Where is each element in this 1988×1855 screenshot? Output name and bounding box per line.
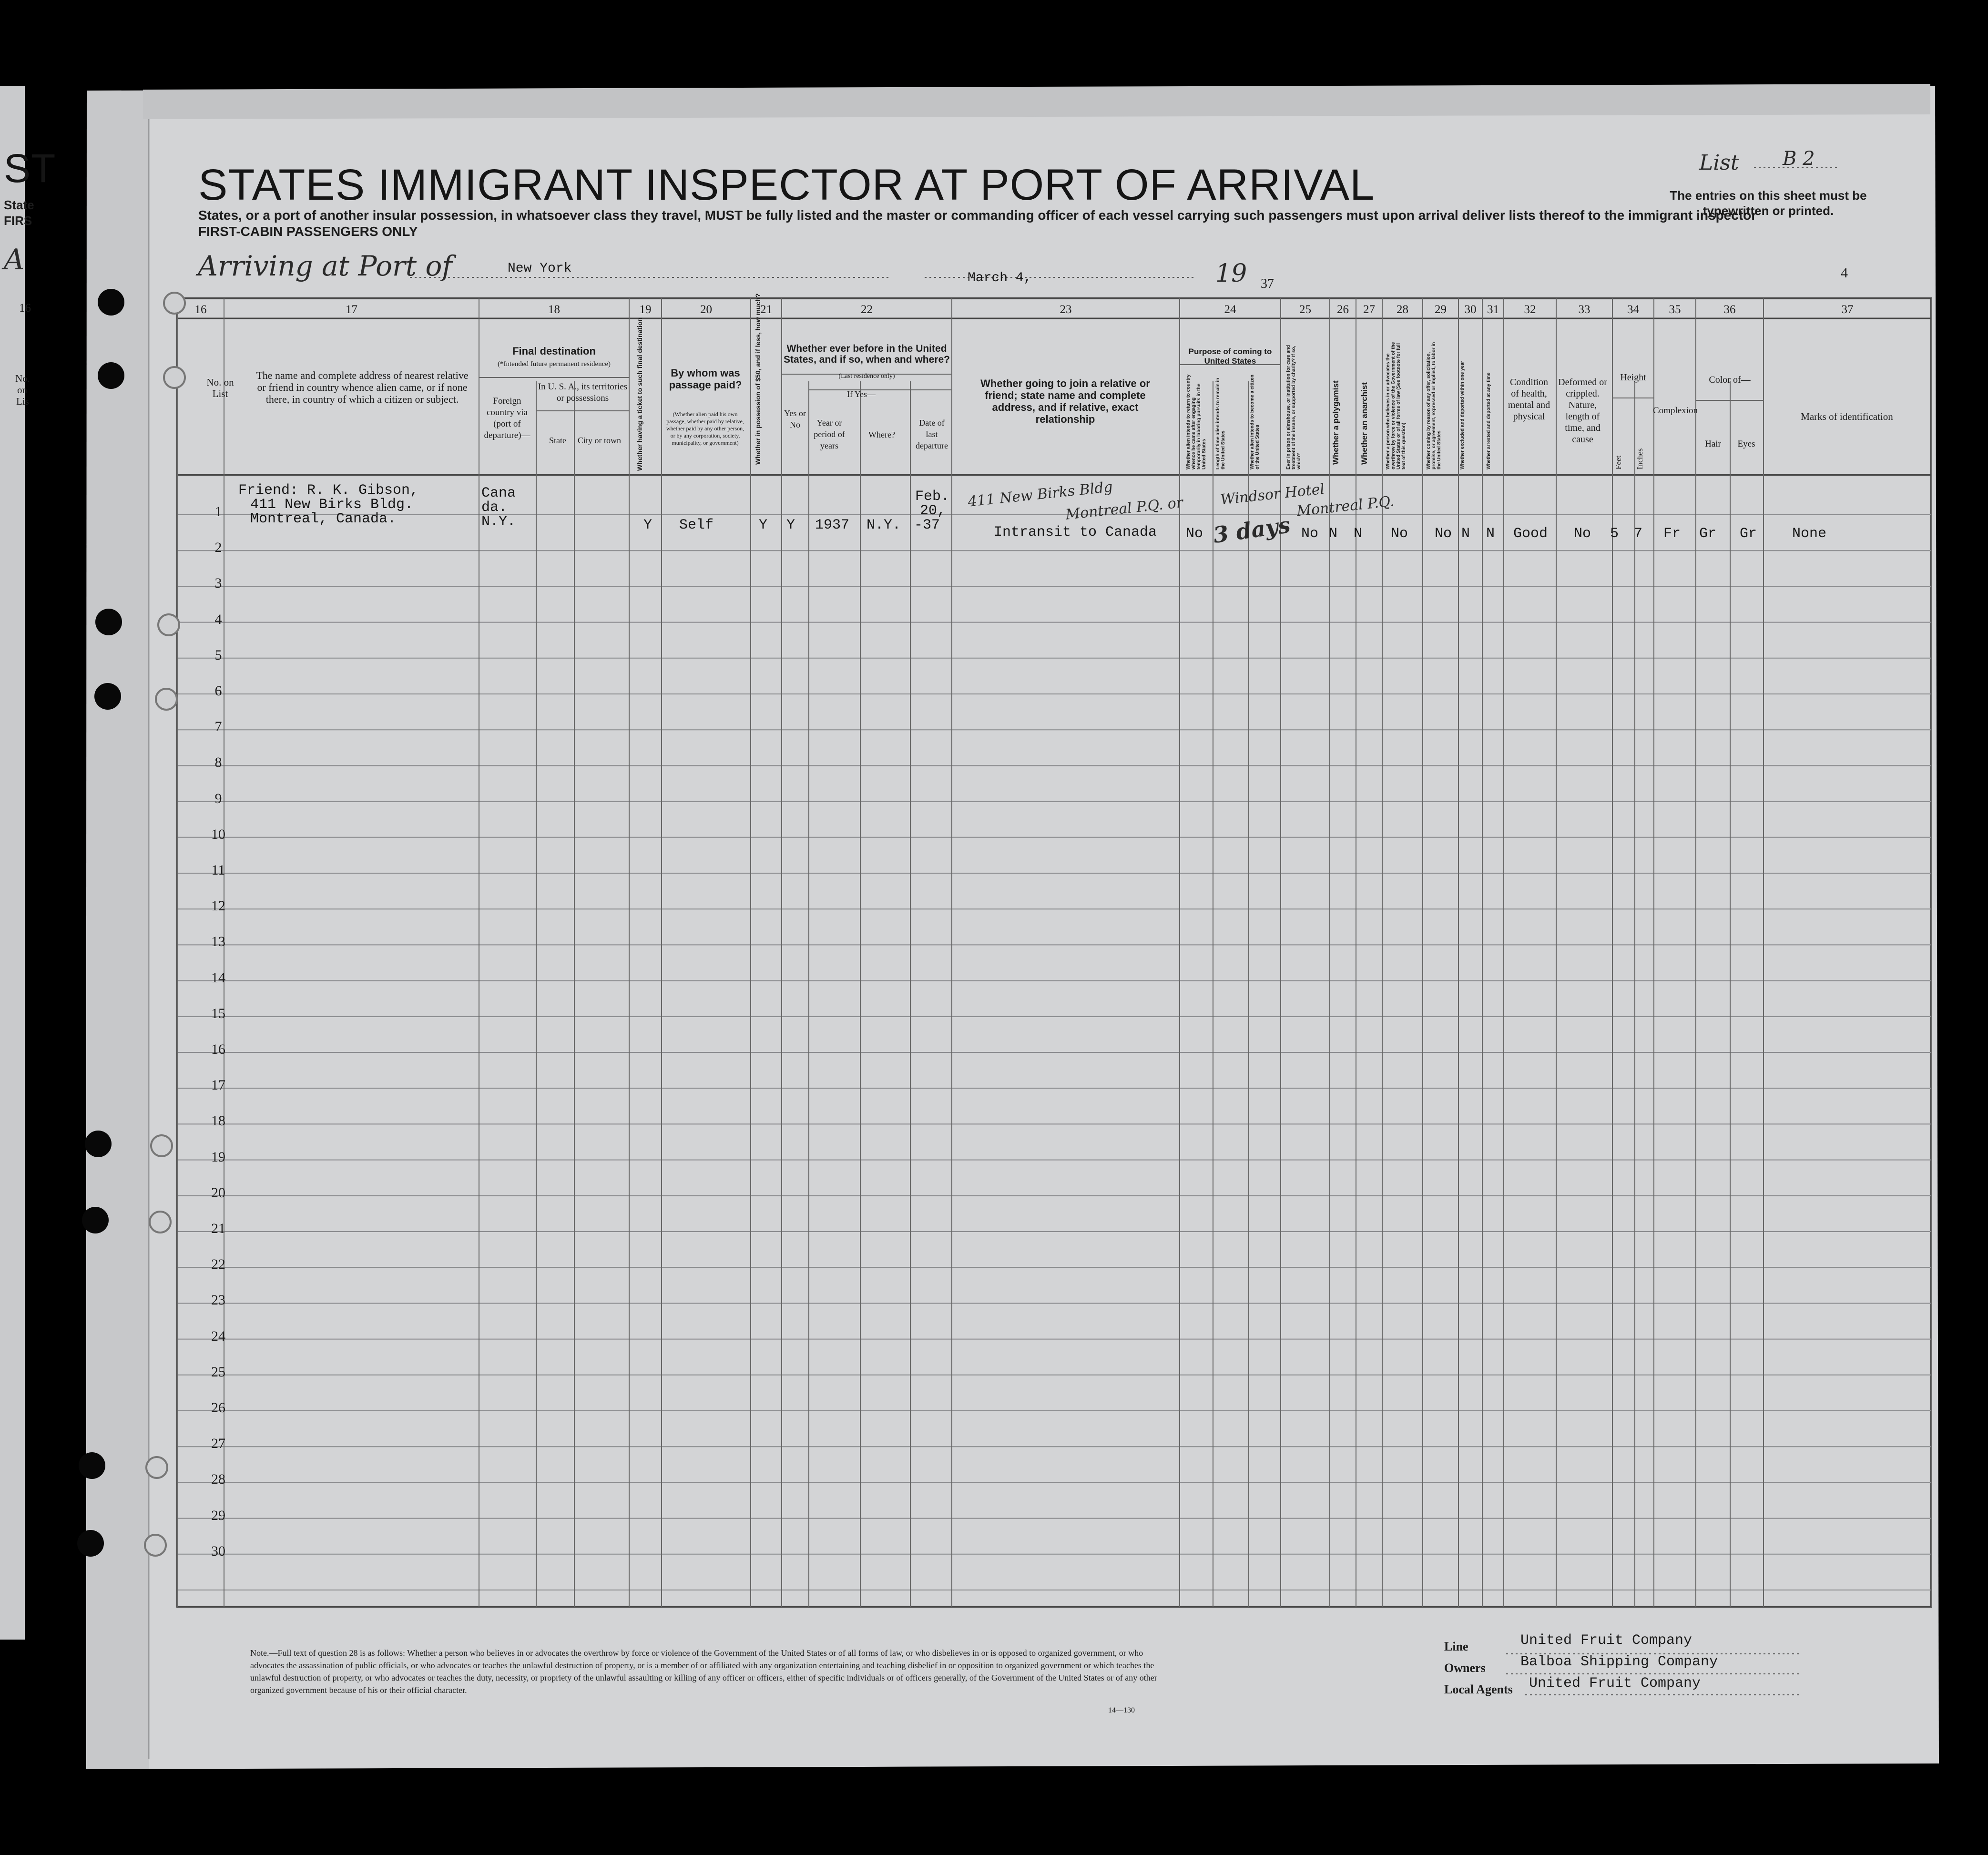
punch-hole: [163, 366, 186, 389]
header-purpose-length: Length of time alien intends to remain in the United States: [1215, 377, 1226, 469]
line-value: United Fruit Company: [1520, 1632, 1692, 1649]
entry-relative-address: Montreal, Canada.: [250, 511, 397, 527]
entry-last-departure: 20,: [920, 503, 946, 519]
column-number: 30: [1464, 303, 1477, 316]
row-number: 15: [211, 1005, 225, 1021]
entry-purpose-return: No: [1186, 526, 1203, 542]
left-fragment-line: State: [4, 198, 34, 212]
header-marks: Marks of identification: [1801, 411, 1893, 422]
column-number: 29: [1435, 303, 1447, 316]
header-purpose-return: Whether alien intends to return to country whence he came after engaging temporarily in laboring pursuits in the United States: [1186, 374, 1207, 469]
column-number: 16: [194, 303, 207, 316]
header-if-yes: If Yes—: [846, 389, 876, 399]
punch-hole: [98, 289, 124, 316]
row-number: 4: [214, 611, 222, 627]
entry-joining-handwritten: Windsor Hotel: [1219, 480, 1325, 509]
punch-hole: [98, 362, 124, 389]
left-fragment-label: Lis: [16, 396, 29, 407]
typewritten-instruction: The entries on this sheet must be typewritten or printed.: [1670, 188, 1867, 218]
entry-inches: 7: [1634, 526, 1643, 542]
subtitle-line: States, or a port of another insular possession, in whatsoever class they travel, MUST be fully listed and the master or commanding officer of each vessel carrying such passengers must upon arrival deliver lists thereof to the immigrant inspector: [198, 208, 1757, 223]
column-number: 18: [548, 303, 560, 316]
header-relative-address: The name and complete address of nearest relative or friend in country whence alien came, or if none there, in country of which a citizen or subject.: [256, 369, 469, 405]
entry-offer: No: [1435, 526, 1452, 542]
entry-complexion: Fr: [1663, 526, 1681, 542]
column-number: 21: [760, 303, 772, 316]
header-arrested: Whether arrested and deported at any time: [1486, 372, 1491, 469]
punch-hole: [95, 609, 122, 635]
entry-has-50: Y: [759, 517, 768, 533]
entry-last-departure: -37: [914, 517, 940, 533]
left-fragment-arriving: A: [4, 243, 25, 276]
header-complexion: Complexion: [1653, 406, 1698, 416]
punch-hole: [94, 683, 121, 710]
header-eyes: Eyes: [1737, 439, 1755, 449]
left-fragment-title: ST: [4, 146, 56, 191]
port-value: New York: [508, 261, 572, 276]
entry-excluded: N: [1461, 526, 1470, 542]
row-number: 19: [211, 1149, 225, 1165]
row-number: 27: [211, 1436, 225, 1452]
entry-anarchist: N: [1354, 526, 1363, 542]
entry-marks: None: [1792, 526, 1827, 542]
entry-arrested: N: [1486, 526, 1495, 542]
column-number: 32: [1524, 303, 1536, 316]
row-number: 11: [211, 862, 225, 878]
entry-feet: 5: [1610, 526, 1619, 542]
header-excluded: Whether excluded and deported within one year: [1460, 361, 1465, 469]
header-purpose-citizen: Whether alien intends to become a citizen of the United States: [1250, 375, 1260, 469]
header-possession-50: Whether in possession of $50, and if less, how much?: [754, 293, 762, 465]
column-number: 22: [861, 303, 873, 316]
punch-hole: [77, 1530, 104, 1557]
left-fragment-colnum: 16: [19, 302, 31, 315]
header-passage-paid: By whom was passage paid?: [669, 367, 742, 391]
row-number: 21: [211, 1221, 225, 1236]
entry-joining-handwritten: Montreal P.Q.: [1295, 493, 1395, 520]
date-value: March 4,: [968, 271, 1032, 285]
list-label: List: [1699, 151, 1739, 175]
entry-purpose-length: 3 days: [1212, 511, 1292, 549]
agents-label: Local Agents: [1444, 1682, 1513, 1696]
row-number: 14: [211, 969, 225, 986]
footnote-question-28: Note.—Full text of question 28 is as follows: Whether a person who believes in or advocates the overthrow by force or violence of the Government of the United States or of all forms of law, or who disbelieves in or is opposed to organized government, or who advocates the assassination of public officials, or who advocates or teaches the unlawful destruction of property, or is a member of or affiliated with any organization entertaining and teaching disbelief in or opposition to organized government or which teaches the unlawful destruction of property, or who advocates or teaches the duty, necessity, or propriety of the unlawful assaulting or killing of any officer or officers, either of specific individuals or of officers generally, of the Government of the United States or of any other organized government because of his or their official character.: [250, 1648, 1157, 1695]
column-number: 35: [1669, 303, 1681, 316]
year-prefix: 19: [1215, 259, 1247, 288]
header-health: Condition of health, mental and physical: [1508, 377, 1550, 422]
row-number: 5: [214, 647, 222, 663]
owners-value: Balboa Shipping Company: [1520, 1654, 1718, 1670]
header-in-usa: In U. S. A., its territories or possessions: [538, 382, 628, 403]
entry-relative-address: Friend: R. K. Gibson,: [238, 482, 419, 499]
header-joining: Whether going to join a relative or friend; state name and complete address, and if relative, exact relationship: [980, 377, 1150, 425]
column-number: 19: [639, 303, 652, 316]
entry-where: N.Y.: [867, 517, 901, 533]
entry-prison: No: [1301, 526, 1319, 542]
row-number: 30: [211, 1543, 225, 1559]
entry-deformed: No: [1574, 526, 1591, 542]
punch-hole: [82, 1207, 109, 1233]
entry-foreign-country: da.: [481, 499, 508, 516]
arriving-label: Arriving at Port of: [198, 250, 452, 282]
punch-hole: [145, 1456, 168, 1479]
row-number: 9: [214, 790, 222, 806]
header-last-departure: Date of last departure: [916, 418, 948, 450]
entry-paid-by: Self: [679, 517, 714, 533]
row-number: 16: [211, 1041, 225, 1057]
header-final-destination: Final destination: [512, 345, 596, 357]
row-number: 3: [214, 575, 222, 591]
entry-joining-handwritten: 411 New Birks Bldg: [967, 479, 1114, 510]
header-anarchist: Whether an anarchist: [1360, 382, 1369, 465]
row-number: 8: [214, 754, 222, 771]
column-number: 25: [1299, 303, 1311, 316]
entry-hair: Gr: [1699, 526, 1717, 542]
row-number: 20: [211, 1184, 225, 1201]
punch-hole: [149, 1211, 172, 1233]
header-city: City or town: [577, 436, 621, 445]
header-purpose: Purpose of coming to United States: [1188, 347, 1272, 366]
header-overthrow: Whether a person who believes in or advocates the overthrow by force or violence of the Government of the United States or of all forms of law (See footnote for full text of this question): [1386, 342, 1407, 469]
header-year-period: Year or period of years: [814, 418, 845, 450]
header-final-destination-note: (*Intended future permanent residence): [498, 360, 611, 368]
entry-overthrow: No: [1391, 526, 1408, 542]
row-number: 26: [211, 1400, 225, 1416]
column-number: 23: [1060, 303, 1072, 316]
row-number: 13: [211, 934, 225, 950]
column-number: 36: [1723, 303, 1736, 316]
header-state: State: [549, 436, 566, 445]
punch-hole: [157, 613, 180, 636]
row-number: 10: [211, 826, 225, 842]
header-prison: Ever in prison or almshouse, or institution for care and treatment of the insane, or supported by charity? If so, which?: [1286, 345, 1302, 469]
left-fragment-line: FIRS: [4, 214, 32, 228]
punch-hole: [85, 1131, 112, 1157]
row-number: 17: [211, 1077, 225, 1093]
left-fragment-label: on: [17, 384, 27, 396]
header-last-residence: (Last residence only): [838, 373, 895, 380]
column-number: 24: [1224, 303, 1236, 316]
row-number: 29: [211, 1507, 225, 1523]
row-number: 7: [214, 719, 222, 735]
punch-hole: [79, 1452, 105, 1479]
header-ticket: Whether having a ticket to such final destination: [636, 317, 643, 471]
punch-hole: [155, 688, 178, 711]
column-number: 28: [1397, 303, 1408, 316]
header-yes-no: Yes or No: [784, 408, 806, 429]
column-number: 31: [1487, 303, 1499, 316]
row-number: 6: [214, 683, 222, 699]
entry-ticket: Y: [643, 517, 652, 533]
column-number: 17: [346, 303, 357, 316]
header-height: Height: [1620, 372, 1646, 383]
list-value: B 2: [1783, 148, 1815, 170]
row-number: 24: [211, 1328, 225, 1344]
header-feet: Feet: [1614, 455, 1623, 469]
entry-health: Good: [1513, 526, 1548, 542]
entry-eyes: Gr: [1740, 526, 1757, 542]
column-number: 26: [1337, 303, 1349, 316]
entry-before-yes: Y: [786, 517, 795, 533]
header-foreign-country: Foreign country via (port of departure)—: [484, 396, 530, 440]
row-number: 18: [211, 1113, 225, 1129]
header-hair: Hair: [1705, 439, 1721, 449]
left-fragment-label: No.: [15, 373, 30, 384]
row-number: 1: [214, 504, 222, 520]
subtitle-cabin: FIRST-CABIN PASSENGERS ONLY: [198, 224, 418, 239]
column-number: 33: [1578, 303, 1590, 316]
header-where: Where?: [868, 430, 895, 439]
page-number: 4: [1841, 265, 1848, 281]
punch-hole: [144, 1534, 167, 1557]
header-offer: Whether coming by reason of any offer, solicitation, promise, or agreement, expressed or implied, to labor in the United States: [1426, 342, 1442, 469]
header-polygamist: Whether a polygamist: [1331, 380, 1340, 465]
row-number: 28: [211, 1471, 225, 1488]
entry-polygamist: N: [1329, 526, 1338, 542]
entry-last-departure: Feb.: [915, 489, 950, 505]
year-suffix: 37: [1261, 276, 1274, 291]
punch-hole: [150, 1134, 173, 1157]
entry-year: 1937: [815, 517, 850, 533]
header-deformed: Deformed or crippled. Nature, length of time, and cause: [1558, 377, 1607, 445]
row-number: 2: [214, 540, 222, 556]
row-number: 23: [211, 1292, 225, 1308]
header-passage-note: (Whether alien paid his own passage, whether paid by relative, whether paid by any other person, or by any corporation, society, municipality, or government): [666, 411, 744, 446]
entry-foreign-country: N.Y.: [481, 514, 516, 530]
column-number: 37: [1841, 303, 1854, 316]
header-color-of: Color of—: [1709, 375, 1751, 385]
column-number: 34: [1627, 303, 1639, 316]
header-inches: Inches: [1635, 448, 1644, 469]
column-number: 20: [700, 303, 712, 316]
entry-joining-handwritten: Montreal P.Q. or: [1064, 494, 1184, 523]
header-no-on-list: No. on List: [206, 377, 234, 399]
form-code: 14—130: [1108, 1706, 1135, 1714]
agents-value: United Fruit Company: [1529, 1675, 1701, 1692]
owners-label: Owners: [1444, 1661, 1486, 1675]
entry-joining: Intransit to Canada: [994, 524, 1157, 540]
entry-relative-address: 411 New Birks Bldg.: [250, 497, 414, 513]
entry-foreign-country: Cana: [481, 485, 516, 501]
header-ever-before: Whether ever before in the United States, and if so, when and where?: [784, 343, 950, 365]
page-title: STATES IMMIGRANT INSPECTOR AT PORT OF ARRIVAL: [198, 161, 1375, 209]
row-number: 25: [211, 1364, 225, 1380]
line-label: Line: [1444, 1640, 1468, 1653]
row-number: 22: [211, 1256, 225, 1273]
row-number: 12: [211, 898, 225, 914]
column-number: 27: [1363, 303, 1375, 316]
